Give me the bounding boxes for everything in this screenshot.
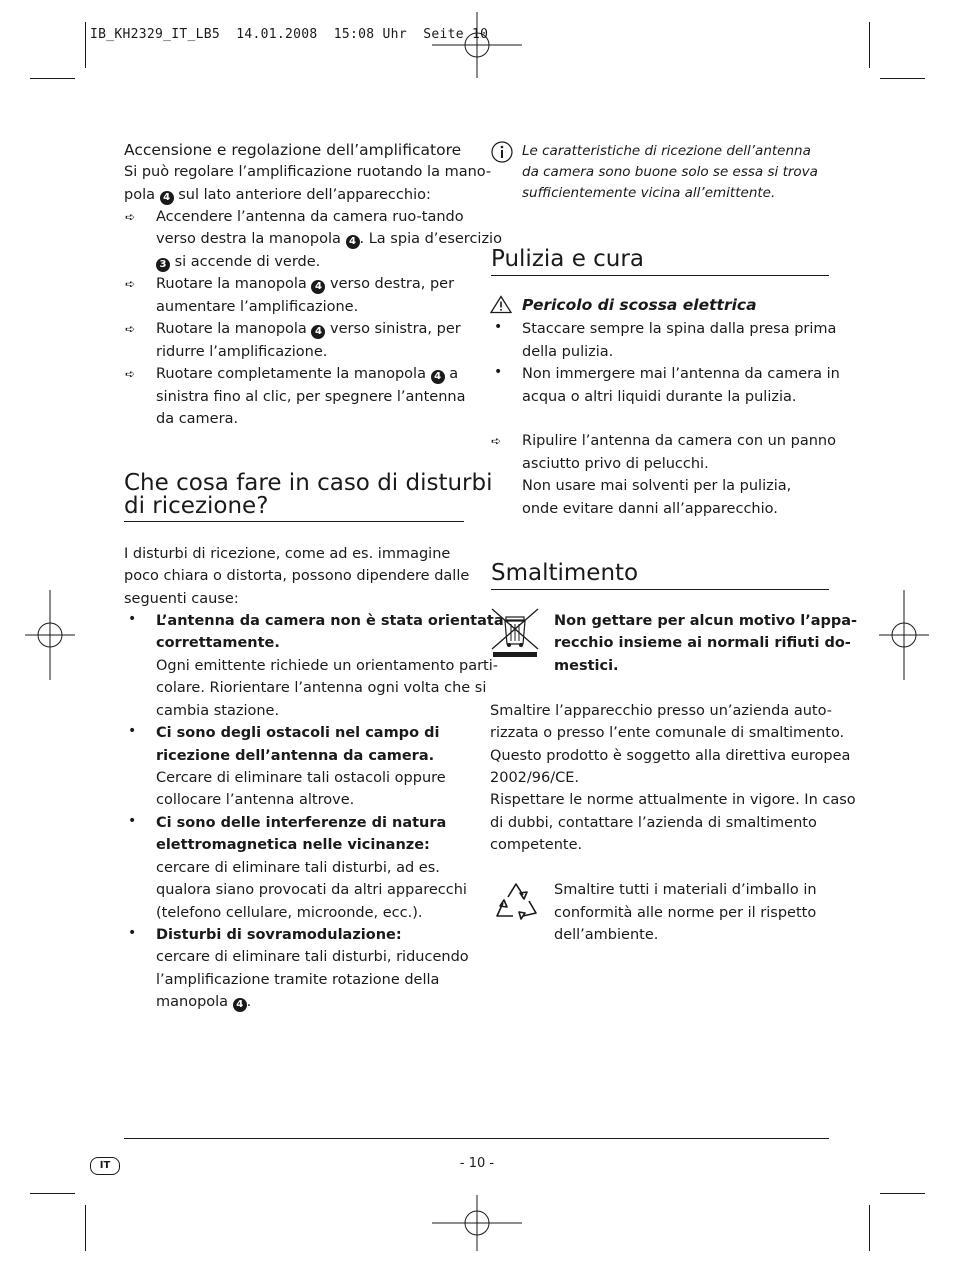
paragraph-line: Rispettare le norme attualmente in vigore. In caso	[490, 792, 856, 808]
step-line: Non usare mai solventi per la pulizia,	[522, 478, 792, 494]
cause-title: ricezione dell’antenna da camera.	[156, 748, 435, 764]
step-line: verso destra la manopola 4 . La spia d’esercizio	[156, 231, 502, 247]
cause-title: Ci sono degli ostacoli nel campo di	[156, 725, 440, 741]
subheading-amplifier: Accensione e regolazione dell’amplificatore	[124, 141, 462, 159]
warning-icon	[490, 295, 512, 314]
recycle-text: dell’ambiente.	[554, 927, 659, 943]
disposal-warning: mestici.	[554, 658, 619, 674]
paragraph-line: Smaltire l’apparecchio presso un’azienda auto-	[490, 703, 832, 719]
section-title-disturbances: Che cosa fare in caso di disturbi	[124, 470, 493, 496]
disposal-warning: Non gettare per alcun motivo l’appa-	[554, 613, 858, 629]
registration-mark-bottom	[432, 1195, 522, 1251]
info-icon	[491, 141, 513, 163]
crossed-bin-icon	[490, 607, 540, 657]
paragraph-line: pola 4 sul lato anteriore dell’apparecchio:	[124, 187, 431, 203]
paragraph-line: competente.	[490, 837, 583, 853]
info-note: Le caratteristiche di ricezione dell’antenna	[522, 143, 811, 159]
cause-text: qualora siano provocati da altri apparecchi	[156, 882, 467, 898]
cause-text: collocare l’antenna altrove.	[156, 792, 355, 808]
heading-rule	[491, 589, 829, 590]
registration-mark-left	[25, 590, 75, 680]
recycle-text: Smaltire tutti i materiali d’imballo in	[554, 882, 817, 898]
bullet: •	[128, 723, 137, 739]
step-line: Ripulire l’antenna da camera con un panno	[522, 433, 836, 449]
arrow-bullet-icon: ➪	[125, 322, 136, 336]
cause-text: (telefono cellulare, microonde, ecc.).	[156, 905, 423, 921]
knob-number-icon: 4	[346, 235, 360, 249]
paragraph-line: rizzata o presso l’ente comunale di smaltimento.	[490, 725, 845, 741]
step-line: asciutto privo di pelucchi.	[522, 456, 709, 472]
knob-number-icon: 4	[311, 280, 325, 294]
paragraph-line: seguenti cause:	[124, 591, 239, 607]
lamp-number-icon: 3	[156, 258, 170, 272]
cause-title: Disturbi di sovramodulazione:	[156, 927, 402, 943]
paragraph-line: I disturbi di ricezione, come ad es. immagine	[124, 546, 451, 562]
cause-text: manopola 4 .	[156, 994, 252, 1010]
step-line: onde evitare danni all’apparecchio.	[522, 501, 778, 517]
cause-text: cambia stazione.	[156, 703, 280, 719]
crop-mark	[880, 1193, 925, 1194]
step-line: Ruotare completamente la manopola 4 a	[156, 366, 459, 382]
bullet: •	[128, 813, 137, 829]
registration-mark-right	[879, 590, 929, 680]
cause-title: elettromagnetica nelle vicinanze:	[156, 837, 430, 853]
arrow-bullet-icon: ➪	[125, 210, 136, 224]
arrow-bullet-icon: ➪	[125, 277, 136, 291]
print-slug: IB_KH2329_IT_LB5 14.01.2008 15:08 Uhr Seite 10	[90, 27, 489, 42]
crop-mark	[880, 78, 925, 79]
crop-mark	[85, 22, 86, 68]
crop-mark	[869, 22, 870, 68]
knob-number-icon: 4	[233, 998, 247, 1012]
step-line: da camera.	[156, 411, 239, 427]
cause-title: L’antenna da camera non è stata orientata	[156, 613, 504, 629]
paragraph-line: Si può regolare l’amplificazione ruotando la mano-	[124, 164, 492, 180]
bullet-text: Staccare sempre la spina dalla presa prima	[522, 321, 837, 337]
bullet-text: della pulizia.	[522, 344, 614, 360]
cause-text: l’amplificazione tramite rotazione della	[156, 972, 440, 988]
step-line: ridurre l’amplificazione.	[156, 344, 328, 360]
footer-rule	[124, 1138, 829, 1139]
bullet: •	[128, 611, 137, 627]
heading-rule	[124, 521, 464, 522]
knob-number-icon: 4	[311, 325, 325, 339]
cause-title: correttamente.	[156, 635, 280, 651]
bullet: •	[494, 364, 503, 380]
bullet: •	[494, 319, 503, 335]
paragraph-line: di dubbi, contattare l’azienda di smaltimento	[490, 815, 817, 831]
crop-mark	[869, 1205, 870, 1251]
cause-text: cercare di eliminare tali disturbi, riducendo	[156, 949, 469, 965]
crop-mark	[30, 1193, 75, 1194]
paragraph-line: Questo prodotto è soggetto alla direttiva europea	[490, 748, 851, 764]
step-line: Accendere l’antenna da camera ruo-tando	[156, 209, 464, 225]
recycle-icon	[491, 879, 541, 925]
knob-number-icon: 4	[160, 191, 174, 205]
registration-mark-top	[432, 12, 522, 78]
paragraph-line: 2002/96/CE.	[490, 770, 580, 786]
paragraph-line: poco chiara o distorta, possono dipendere dalle	[124, 568, 470, 584]
step-line: 3 si accende di verde.	[156, 251, 320, 274]
warning-title: Pericolo di scossa elettrica	[522, 296, 757, 314]
cause-text: Ogni emittente richiede un orientamento parti-	[156, 658, 498, 674]
knob-number-icon: 4	[431, 370, 445, 384]
language-badge: IT	[90, 1157, 120, 1175]
bullet-text: Non immergere mai l’antenna da camera in	[522, 366, 840, 382]
bullet-text: acqua o altri liquidi durante la pulizia.	[522, 389, 797, 405]
section-title-cleaning: Pulizia e cura	[491, 246, 644, 272]
step-line: sinistra fino al clic, per spegnere l’antenna	[156, 389, 466, 405]
cause-text: colare. Riorientare l’antenna ogni volta che si	[156, 680, 487, 696]
section-title-disposal: Smaltimento	[491, 560, 639, 586]
arrow-bullet-icon: ➪	[491, 434, 502, 448]
step-line: Ruotare la manopola 4 verso destra, per	[156, 276, 455, 292]
recycle-text: conformità alle norme per il rispetto	[554, 905, 817, 921]
step-line: aumentare l’amplificazione.	[156, 299, 359, 315]
page-number: - 10 -	[459, 1156, 495, 1171]
cause-text: Cercare di eliminare tali ostacoli oppure	[156, 770, 446, 786]
cause-title: Ci sono delle interferenze di natura	[156, 815, 447, 831]
bullet: •	[128, 925, 137, 941]
crop-mark	[30, 78, 75, 79]
crop-mark	[85, 1205, 86, 1251]
info-note: sufficientemente vicina all’emittente.	[522, 185, 776, 201]
section-title-disturbances-2: di ricezione?	[124, 493, 269, 519]
info-note: da camera sono buone solo se essa si trova	[522, 164, 818, 180]
disposal-warning: recchio insieme ai normali rifiuti do-	[554, 635, 851, 651]
arrow-bullet-icon: ➪	[125, 367, 136, 381]
heading-rule	[491, 275, 829, 276]
cause-text: cercare di eliminare tali disturbi, ad es.	[156, 860, 440, 876]
step-line: Ruotare la manopola 4 verso sinistra, per	[156, 321, 461, 337]
